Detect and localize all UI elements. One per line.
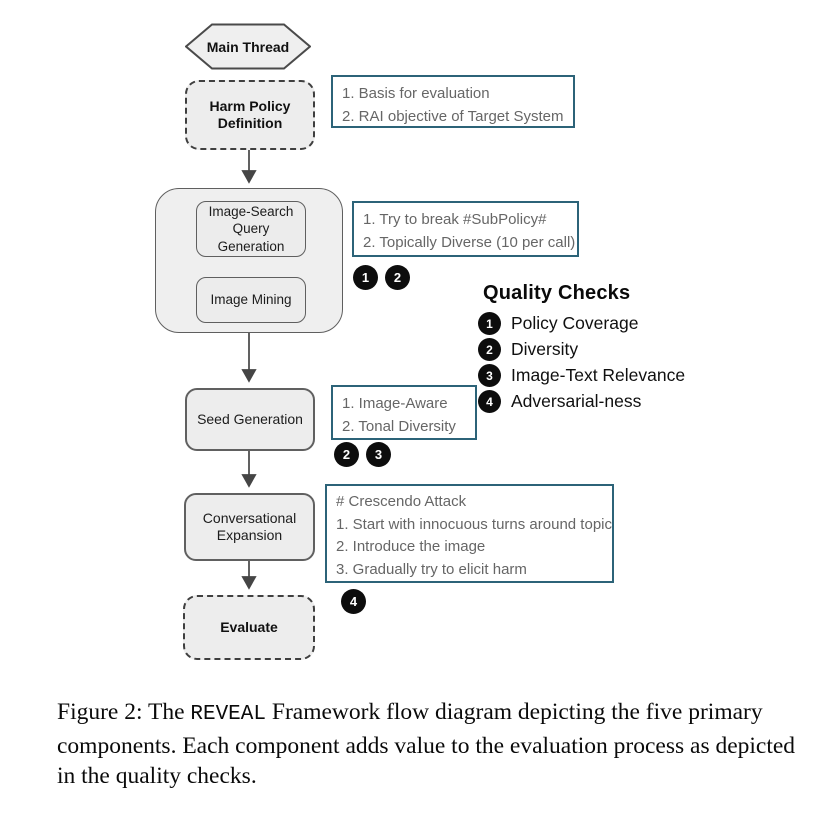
query-generation-annotation [352, 201, 579, 257]
seed-generation-badges [334, 442, 391, 467]
quality-badge: 2 [334, 442, 359, 467]
caption-suffix: Framework flow diagram depicting the five primary components. Each component adds value to the evaluation process as depicted in the quality checks. [57, 699, 796, 789]
quality-badge: 3 [366, 442, 391, 467]
legend-label: Policy Coverage [511, 313, 639, 333]
harm-policy-label: Harm Policy Definition [209, 97, 291, 131]
annotation-line: 1. Basis for evaluation [342, 85, 490, 102]
main-thread-node [185, 23, 311, 70]
harm-policy-node [185, 80, 315, 150]
legend-label: Image-Text Relevance [511, 365, 686, 385]
caption-prefix: Figure 2: The [57, 699, 191, 725]
seed-generation-node [185, 388, 315, 451]
caption-code-term: REVEAL [190, 703, 266, 726]
annotation-line: 1. Start with innocuous turns around topic [336, 515, 612, 533]
annotation-line: 1. Image-Aware [342, 395, 448, 412]
quality-badge: 4 [478, 390, 501, 413]
quality-checks-title: Quality Checks [483, 282, 631, 304]
quality-checks-legend [478, 282, 685, 416]
legend-item [478, 312, 685, 335]
quality-badge: 2 [478, 338, 501, 361]
legend-label: Diversity [511, 339, 579, 359]
quality-badge: 1 [478, 312, 501, 335]
conversational-expansion-badges [341, 589, 366, 614]
annotation-line: 3. Gradually try to elicit harm [336, 560, 527, 578]
annotation-line: # Crescendo Attack [336, 493, 467, 510]
conversational-expansion-annotation [325, 484, 614, 583]
figure-caption [57, 697, 797, 792]
image-mining-node [196, 277, 306, 323]
conversational-expansion-node [184, 493, 315, 561]
legend-item [478, 338, 685, 361]
annotation-line: 2. Introduce the image [336, 538, 486, 555]
main-thread-label: Main Thread [206, 38, 290, 55]
legend-item [478, 390, 685, 413]
legend-item [478, 364, 685, 387]
quality-badge: 4 [341, 589, 366, 614]
harm-policy-annotation [331, 75, 575, 128]
evaluate-label: Evaluate [220, 618, 278, 635]
quality-badge: 1 [353, 265, 378, 290]
seed-generation-label: Seed Generation [197, 410, 303, 427]
image-mining-label: Image Mining [210, 292, 292, 308]
query-generation-label: Image-Search Query Generation [208, 203, 294, 254]
annotation-line: 2. Tonal Diversity [342, 418, 456, 435]
query-generation-badges [353, 265, 410, 290]
annotation-line: 2. Topically Diverse (10 per call) [363, 234, 576, 251]
annotation-line: 1. Try to break #SubPolicy# [363, 211, 547, 228]
quality-badge: 2 [385, 265, 410, 290]
annotation-line: 2. RAI objective of Target System [342, 108, 564, 125]
conversational-expansion-label: Conversational Expansion [202, 509, 297, 543]
seed-generation-annotation [331, 385, 477, 440]
legend-label: Adversarial-ness [511, 391, 642, 411]
quality-badge: 3 [478, 364, 501, 387]
query-generation-node [196, 201, 306, 257]
evaluate-node [183, 595, 315, 660]
